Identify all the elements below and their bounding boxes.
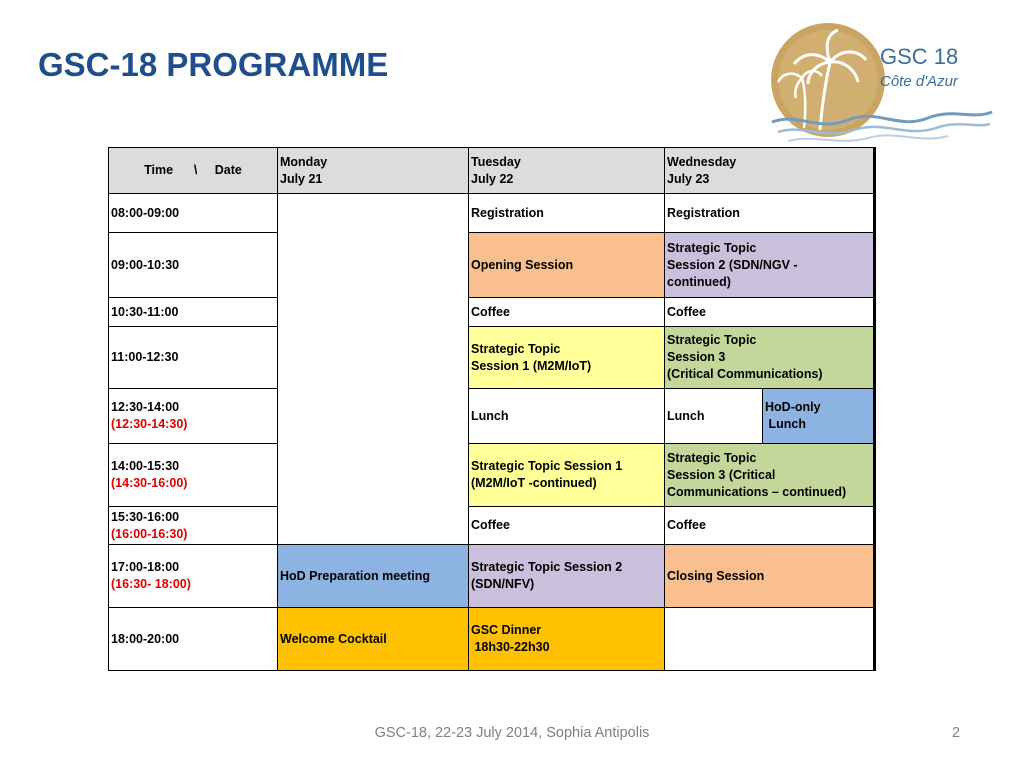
time-main: 17:00-18:00 — [111, 560, 180, 574]
time-cell: 08:00-09:00 — [109, 194, 278, 233]
cell-line: Session 1 (M2M/IoT) — [471, 358, 592, 373]
tuesday-cell: Lunch — [469, 389, 665, 444]
cell-line: Strategic Topic Session 2 — [471, 560, 623, 574]
monday-cell-hod-preparation: HoD Preparation meeting — [278, 545, 469, 608]
monday-cell-welcome-cocktail: Welcome Cocktail — [278, 608, 469, 671]
cell-line: (SDN/NFV) — [471, 577, 535, 591]
time-cell — [109, 507, 278, 545]
time-cell — [109, 389, 278, 444]
table-row — [109, 608, 875, 671]
time-alt: (16:30- 18:00) — [111, 577, 191, 591]
table-row — [109, 444, 875, 507]
monday-empty-cell — [278, 194, 469, 545]
tuesday-cell: Registration — [469, 194, 665, 233]
cell-line: Session 3 — [667, 350, 726, 364]
programme-table — [108, 147, 876, 671]
time-alt: (14:30-16:00) — [111, 476, 188, 490]
wednesday-cell: Coffee — [665, 507, 875, 545]
time-cell: 11:00-12:30 — [109, 327, 278, 389]
table-row — [109, 389, 875, 444]
cell-line: Communications – continued) — [667, 484, 847, 499]
time-alt: (16:00-16:30) — [111, 526, 188, 541]
tuesday-cell: Coffee — [469, 298, 665, 327]
time-cell — [109, 545, 278, 608]
wednesday-cell: Coffee — [665, 298, 875, 327]
header-tuesday — [469, 148, 665, 194]
table-row — [109, 298, 875, 327]
cell-line: (Critical Communications) — [667, 367, 823, 381]
header-monday-day: Monday — [280, 155, 328, 169]
header-monday — [278, 148, 469, 194]
wednesday-cell-strategic-topic-2 — [665, 233, 875, 298]
cell-line: Strategic Topic — [471, 341, 561, 356]
header-monday-date: July 21 — [280, 172, 323, 186]
header-tuesday-date: July 22 — [471, 172, 514, 186]
time-cell: 10:30-11:00 — [109, 298, 278, 327]
table-row — [109, 194, 875, 233]
wednesday-cell-strategic-topic-3-continued — [665, 444, 875, 507]
cell-line: GSC Dinner — [471, 623, 542, 637]
wednesday-cell-strategic-topic-3 — [665, 327, 875, 389]
tuesday-cell-strategic-topic-2 — [469, 545, 665, 608]
cell-line: Strategic Topic Session 1 — [471, 459, 623, 473]
wednesday-cell-closing-session: Closing Session — [665, 545, 875, 608]
page-number: 2 — [952, 725, 961, 741]
palm-sun-logo-icon — [768, 20, 996, 145]
cell-line: Session 3 (Critical — [667, 467, 776, 482]
cell-line: Strategic Topic — [667, 333, 757, 347]
cell-line: (M2M/IoT -continued) — [471, 476, 597, 490]
cell-line: Session 2 (SDN/NGV - — [667, 257, 798, 272]
tuesday-cell: Coffee — [469, 507, 665, 545]
tuesday-cell-opening-session: Opening Session — [469, 233, 665, 298]
header-time-date-label: Time \ Date — [144, 163, 242, 177]
tuesday-cell-gsc-dinner — [469, 608, 665, 671]
table-row — [109, 233, 875, 298]
time-main: 15:30-16:00 — [111, 509, 180, 524]
header-tuesday-day: Tuesday — [471, 155, 521, 169]
time-main: 12:30-14:00 — [111, 400, 180, 414]
cell-line: Lunch — [765, 417, 806, 431]
logo-line1: GSC 18 — [880, 44, 959, 69]
header-time-date — [109, 148, 278, 194]
tuesday-cell-strategic-topic-1-continued — [469, 444, 665, 507]
time-cell: 09:00-10:30 — [109, 233, 278, 298]
slide-footer: GSC-18, 22-23 July 2014, Sophia Antipolis — [374, 725, 650, 741]
cell-line: HoD-only — [765, 400, 821, 414]
header-wednesday — [665, 148, 875, 194]
hod-only-lunch-cell — [763, 389, 875, 444]
wednesday-cell-empty — [665, 608, 875, 671]
logo-line2: Côte d'Azur — [880, 73, 958, 90]
cell-line: continued) — [667, 274, 731, 289]
wednesday-cell: Registration — [665, 194, 875, 233]
cell-line: 18h30-22h30 — [471, 640, 550, 654]
time-cell — [109, 444, 278, 507]
table-row — [109, 545, 875, 608]
cell-line: Strategic Topic — [667, 450, 757, 465]
wednesday-cell: Lunch — [665, 389, 763, 444]
slide-title: GSC-18 PROGRAMME — [38, 46, 389, 83]
table-row — [109, 327, 875, 389]
time-cell: 18:00-20:00 — [109, 608, 278, 671]
header-wednesday-day: Wednesday — [667, 155, 737, 169]
header-wednesday-date: July 23 — [667, 172, 710, 186]
gsc18-logo — [768, 20, 996, 145]
tuesday-cell-strategic-topic-1 — [469, 327, 665, 389]
time-alt: (12:30-14:30) — [111, 417, 188, 431]
cell-line: Strategic Topic — [667, 240, 757, 255]
table-row — [109, 507, 875, 545]
time-main: 14:00-15:30 — [111, 459, 180, 473]
table-header-row — [109, 148, 875, 194]
